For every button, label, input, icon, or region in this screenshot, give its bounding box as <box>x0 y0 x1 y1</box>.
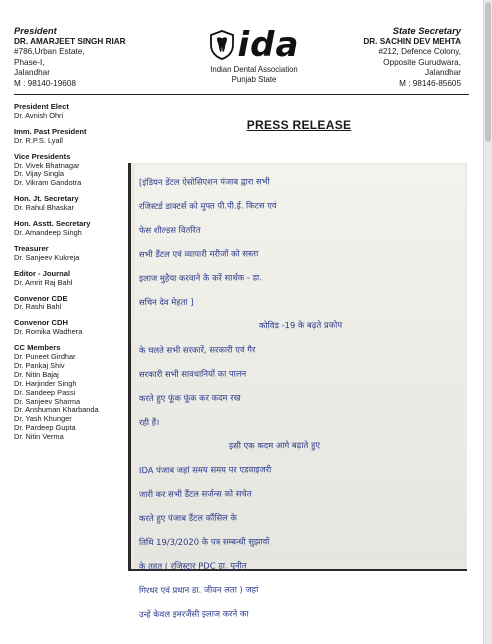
sidebar-member: Dr. Yash Khunger <box>14 414 72 424</box>
president-address-line: Jalandhar <box>14 68 50 78</box>
sidebar-group <box>14 195 124 213</box>
secretary-block <box>363 26 461 90</box>
sidebar-member: Dr. Sanjeev Kukreja <box>14 252 80 262</box>
sidebar-member: Dr. Pankaj Shiv <box>14 360 65 370</box>
president-role: President <box>14 25 57 36</box>
sidebar-group <box>14 270 124 288</box>
sidebar-member: Dr. R.P.S. Lyall <box>14 135 63 145</box>
sidebar-group-title: President Elect <box>14 102 69 111</box>
sidebar-member: Dr. Avnish Ohri <box>14 110 64 120</box>
president-phone: M : 98140-19608 <box>14 78 76 88</box>
sidebar-group <box>14 245 124 263</box>
letter-line: के तहत ( रजिस्ट्रार PDC डा. पुनीत <box>138 560 247 572</box>
secretary-role: State Secretary <box>392 25 461 36</box>
letter-line: [इंडियन डेंटल ऐसोसिएशन पंजाब द्वारा सभी <box>138 176 270 188</box>
sidebar-member: Dr. Vikram Gandotra <box>14 178 82 188</box>
org-state: Punjab State <box>231 74 277 84</box>
sidebar-group-title: Convenor CDH <box>14 318 69 328</box>
letter-line: रजिस्टर्ड डाक्टर्स को मुफ्त पी.पी.ई. किटस एवं <box>138 200 277 212</box>
secretary-address-line: Jalandhar <box>425 68 461 78</box>
page-title: PRESS RELEASE <box>246 118 352 132</box>
letter-line: IDA पंजाब जहां समय समय पर एडवाइजरी <box>138 464 272 476</box>
sidebar-member: Dr. Amrit Raj Bahl <box>14 277 73 287</box>
header-divider <box>14 94 469 95</box>
letter-line: इसी एक कदम आगे बढ़ाते हुए <box>228 439 321 451</box>
sidebar-member: Dr. Puneet Girdhar <box>14 352 76 362</box>
secretary-address-line: #212, Defence Colony, <box>378 47 461 57</box>
scrollbar[interactable] <box>484 0 492 644</box>
letter-line: उन्हें केवल इमरजैंसी इलाज करने का <box>138 608 249 620</box>
secretary-phone: M : 98146-85605 <box>399 78 461 88</box>
letter-line: सरकारी सभी सावधानियों का पालन <box>138 368 247 380</box>
sidebar-member: Dr. Rahul Bhaskar <box>14 203 74 213</box>
letter-line: इलाज मुहैया करवाने के करें सार्थक - डा. <box>138 272 262 284</box>
sidebar-group-title: Vice Presidents <box>14 151 71 161</box>
scrollbar-thumb[interactable] <box>485 2 491 142</box>
sidebar-group-title: Imm. Past President <box>14 126 87 136</box>
letter-line: गिरधर एवं प्रधान डा. जीवन लता ) जहां <box>138 584 259 596</box>
sidebar-member: Dr. Vijay Singla <box>14 169 64 179</box>
sidebar-group <box>14 319 124 337</box>
sidebar-group <box>14 153 124 189</box>
sidebar-group-title: Hon. Asstt. Secretary <box>14 219 91 229</box>
sidebar-member: Dr. Pardeep Gupta <box>14 423 76 433</box>
ida-emblem-icon <box>209 30 235 60</box>
president-block <box>14 26 126 90</box>
sidebar-group-title: CC Members <box>14 343 61 353</box>
handwritten-text <box>139 169 461 625</box>
sidebar-member: Dr. Anshuman Kharbanda <box>14 405 99 415</box>
secretary-name: DR. SACHIN DEV MEHTA <box>363 36 461 46</box>
letter-line: तिथि 19/3/2020 के पत्र सम्बन्धी सुझावों <box>138 536 270 548</box>
sidebar-group <box>14 220 124 238</box>
letter-line: करते हुए फूंक फूंक कर कदम रख <box>138 392 241 404</box>
office-bearers-sidebar <box>14 103 124 449</box>
ida-logo <box>189 25 319 84</box>
org-name: Indian Dental Association <box>210 65 298 74</box>
letter-line: के चलते सभी सरकारें, सरकारी एवं गैर <box>138 344 256 356</box>
ida-wordmark: ida <box>237 25 300 65</box>
president-name: DR. AMARJEET SINGH RIAR <box>14 36 126 46</box>
letter-line: जारी कर सभी डैंटल सर्जन्स को सचेत <box>138 488 252 500</box>
sidebar-group-title: Convenor CDE <box>14 293 68 303</box>
sidebar-member: Dr. Vivek Bhatnagar <box>14 160 80 170</box>
sidebar-group-title: Treasurer <box>14 243 49 253</box>
letter-line: कोविड -19 के बढ़ते प्रकोप <box>258 319 343 331</box>
letter-line: करते हुए पंजाब डैंटल कौंसिल के <box>138 512 237 524</box>
sidebar-member: Dr. Amandeep Singh <box>14 227 82 237</box>
handwritten-letter-photo <box>128 163 467 620</box>
sidebar-group <box>14 103 124 121</box>
letter-line: फेस शील्डस वितरित <box>138 224 201 236</box>
president-address-line: #786,Urban Estate, <box>14 47 85 57</box>
sidebar-member: Dr. Nitin Bajaj <box>14 369 59 379</box>
letter-line: सचिन देव मेहता ] <box>138 296 194 308</box>
sidebar-member: Dr. Romika Wadhera <box>14 327 83 337</box>
sidebar-member: Dr. Sanjeev Sharma <box>14 396 81 406</box>
sidebar-member: Dr. Nitin Verma <box>14 432 64 442</box>
sidebar-group-title: Hon. Jt. Secretary <box>14 194 79 204</box>
sidebar-member: Dr. Harjinder Singh <box>14 378 77 388</box>
sidebar-group <box>14 344 124 442</box>
president-address-line: Phase-I, <box>14 57 45 67</box>
sidebar-group <box>14 128 124 146</box>
secretary-address-line: Opposite Gurudwara, <box>383 57 461 67</box>
sidebar-member: Dr. Rashi Bahl <box>14 302 62 312</box>
letter-line: सभी डैंटल एवं व्यापारी मरीजों को सस्ता <box>138 248 259 260</box>
sidebar-group <box>14 295 124 313</box>
sidebar-member: Dr. Sandeep Passi <box>14 387 76 397</box>
sidebar-group-title: Editor - Journal <box>14 268 71 278</box>
letter-line: रही हैं। <box>138 416 160 428</box>
